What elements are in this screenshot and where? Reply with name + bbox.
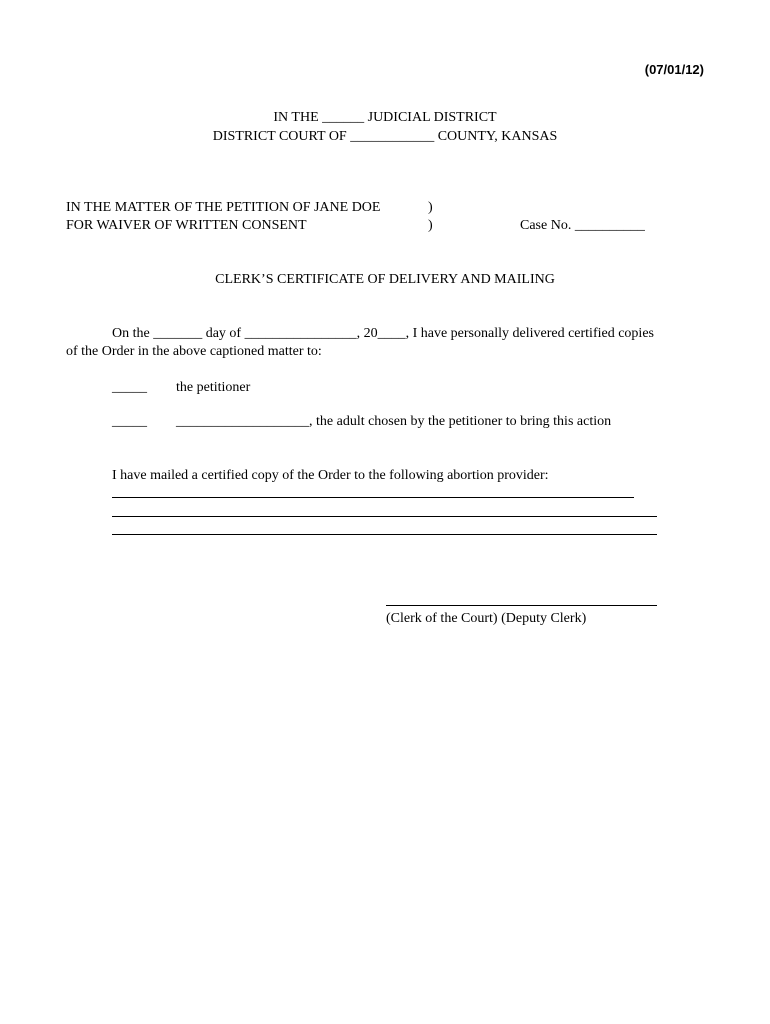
caption-line2: FOR WAIVER OF WRITTEN CONSENT bbox=[66, 218, 307, 233]
caption-paren-1: ) bbox=[428, 200, 433, 215]
court-header-line2: DISTRICT COURT OF ____________ COUNTY, KANSAS bbox=[212, 129, 558, 144]
caption-paren-2: ) bbox=[428, 218, 433, 233]
adult-label: ___________________, the adult chosen by the petitioner to bring this action bbox=[176, 414, 612, 429]
provider-line-1 bbox=[112, 497, 634, 498]
case-number: Case No. __________ bbox=[520, 218, 645, 233]
form-revision-code: (07/01/12) bbox=[644, 62, 704, 77]
caption-line1: IN THE MATTER OF THE PETITION OF JANE DOE bbox=[66, 200, 381, 215]
document-title: CLERK’S CERTIFICATE OF DELIVERY AND MAILING bbox=[215, 272, 555, 287]
mailed-statement: I have mailed a certified copy of the Order to the following abortion provider: bbox=[112, 468, 549, 483]
provider-line-3 bbox=[112, 534, 657, 535]
delivery-paragraph-line1: On the _______ day of ________________, 20____, I have personally delivered certified copies bbox=[112, 326, 654, 341]
court-header-line1: IN THE ______ JUDICIAL DISTRICT bbox=[273, 110, 497, 125]
delivery-paragraph-line2: of the Order in the above captioned matter to: bbox=[66, 344, 322, 359]
petitioner-label: the petitioner bbox=[176, 380, 251, 395]
adult-check-blank: _____ bbox=[112, 414, 147, 429]
signature-line bbox=[386, 605, 657, 606]
provider-line-2 bbox=[112, 516, 657, 517]
signature-label: (Clerk of the Court) (Deputy Clerk) bbox=[386, 611, 587, 626]
petitioner-check-blank: _____ bbox=[112, 380, 147, 395]
